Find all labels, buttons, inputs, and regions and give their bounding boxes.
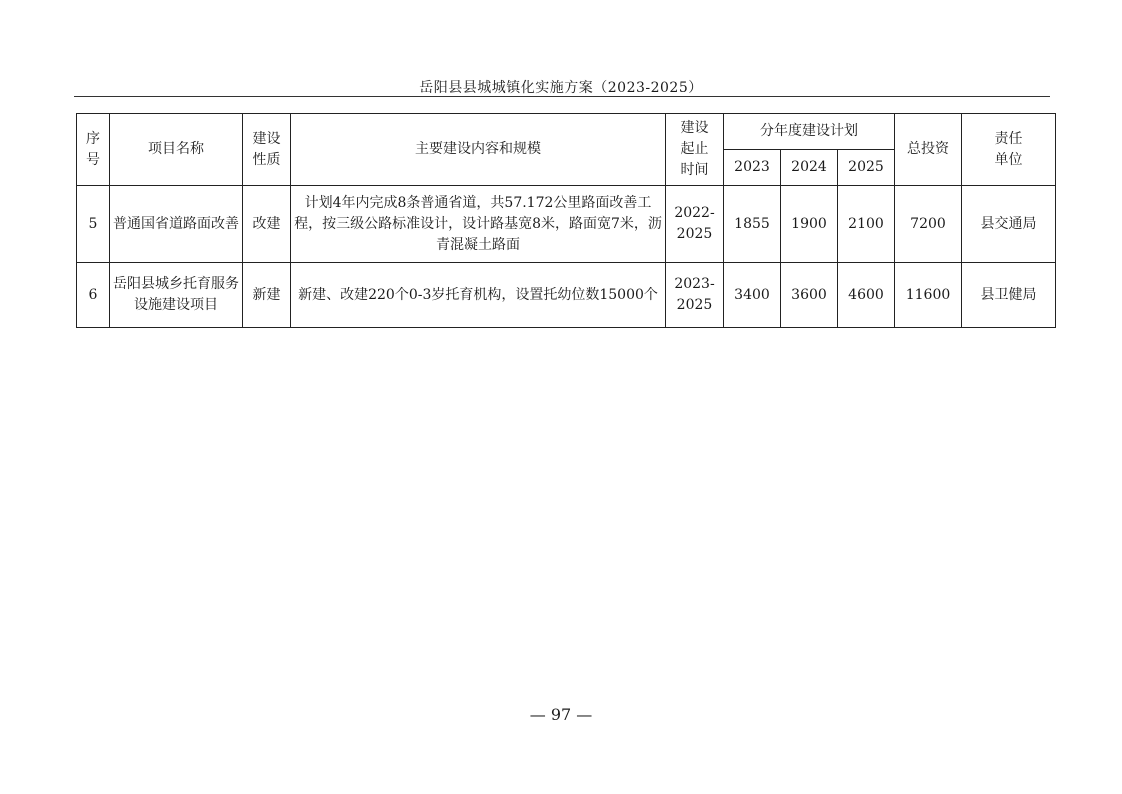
table-header-row <box>77 114 1056 150</box>
cell-2024: 1900 <box>781 186 838 263</box>
cell-unit: 县交通局 <box>962 186 1056 263</box>
header-project-name: 项目名称 <box>110 114 243 186</box>
cell-project-name: 普通国省道路面改善 <box>110 186 243 263</box>
header-nature: 建设 性质 <box>243 114 291 186</box>
cell-seq: 6 <box>77 263 110 328</box>
table-row <box>77 263 1056 328</box>
cell-nature: 新建 <box>243 263 291 328</box>
cell-2025: 4600 <box>838 263 895 328</box>
page-number: — 97 — <box>529 705 593 724</box>
header-year-2024: 2024 <box>781 150 838 186</box>
header-annual-plan: 分年度建设计划 <box>724 114 895 150</box>
header-responsible-unit: 责任 单位 <box>962 114 1056 186</box>
cell-total: 11600 <box>895 263 962 328</box>
cell-period: 2022- 2025 <box>666 186 724 263</box>
cell-2024: 3600 <box>781 263 838 328</box>
header-divider <box>74 96 1050 97</box>
header-year-2023: 2023 <box>724 150 781 186</box>
header-year-2025: 2025 <box>838 150 895 186</box>
header-total-investment: 总投资 <box>895 114 962 186</box>
table-row <box>77 186 1056 263</box>
cell-project-name: 岳阳县城乡托育服务设施建设项目 <box>110 263 243 328</box>
cell-nature: 改建 <box>243 186 291 263</box>
header-seq: 序 号 <box>77 114 110 186</box>
cell-content: 计划4年内完成8条普通省道，共57.172公里路面改善工程，按三级公路标准设计，设计路基宽8米，路面宽7米，沥青混凝土路面 <box>291 186 666 263</box>
cell-2023: 3400 <box>724 263 781 328</box>
header-period: 建设 起止 时间 <box>666 114 724 186</box>
project-plan-table <box>76 113 1056 328</box>
header-content: 主要建设内容和规模 <box>291 114 666 186</box>
page-header-title: 岳阳县县城城镇化实施方案（2023-2025） <box>419 80 703 96</box>
cell-total: 7200 <box>895 186 962 263</box>
cell-seq: 5 <box>77 186 110 263</box>
cell-content: 新建、改建220个0-3岁托育机构，设置托幼位数15000个 <box>291 263 666 328</box>
cell-period: 2023- 2025 <box>666 263 724 328</box>
cell-unit: 县卫健局 <box>962 263 1056 328</box>
cell-2023: 1855 <box>724 186 781 263</box>
cell-2025: 2100 <box>838 186 895 263</box>
